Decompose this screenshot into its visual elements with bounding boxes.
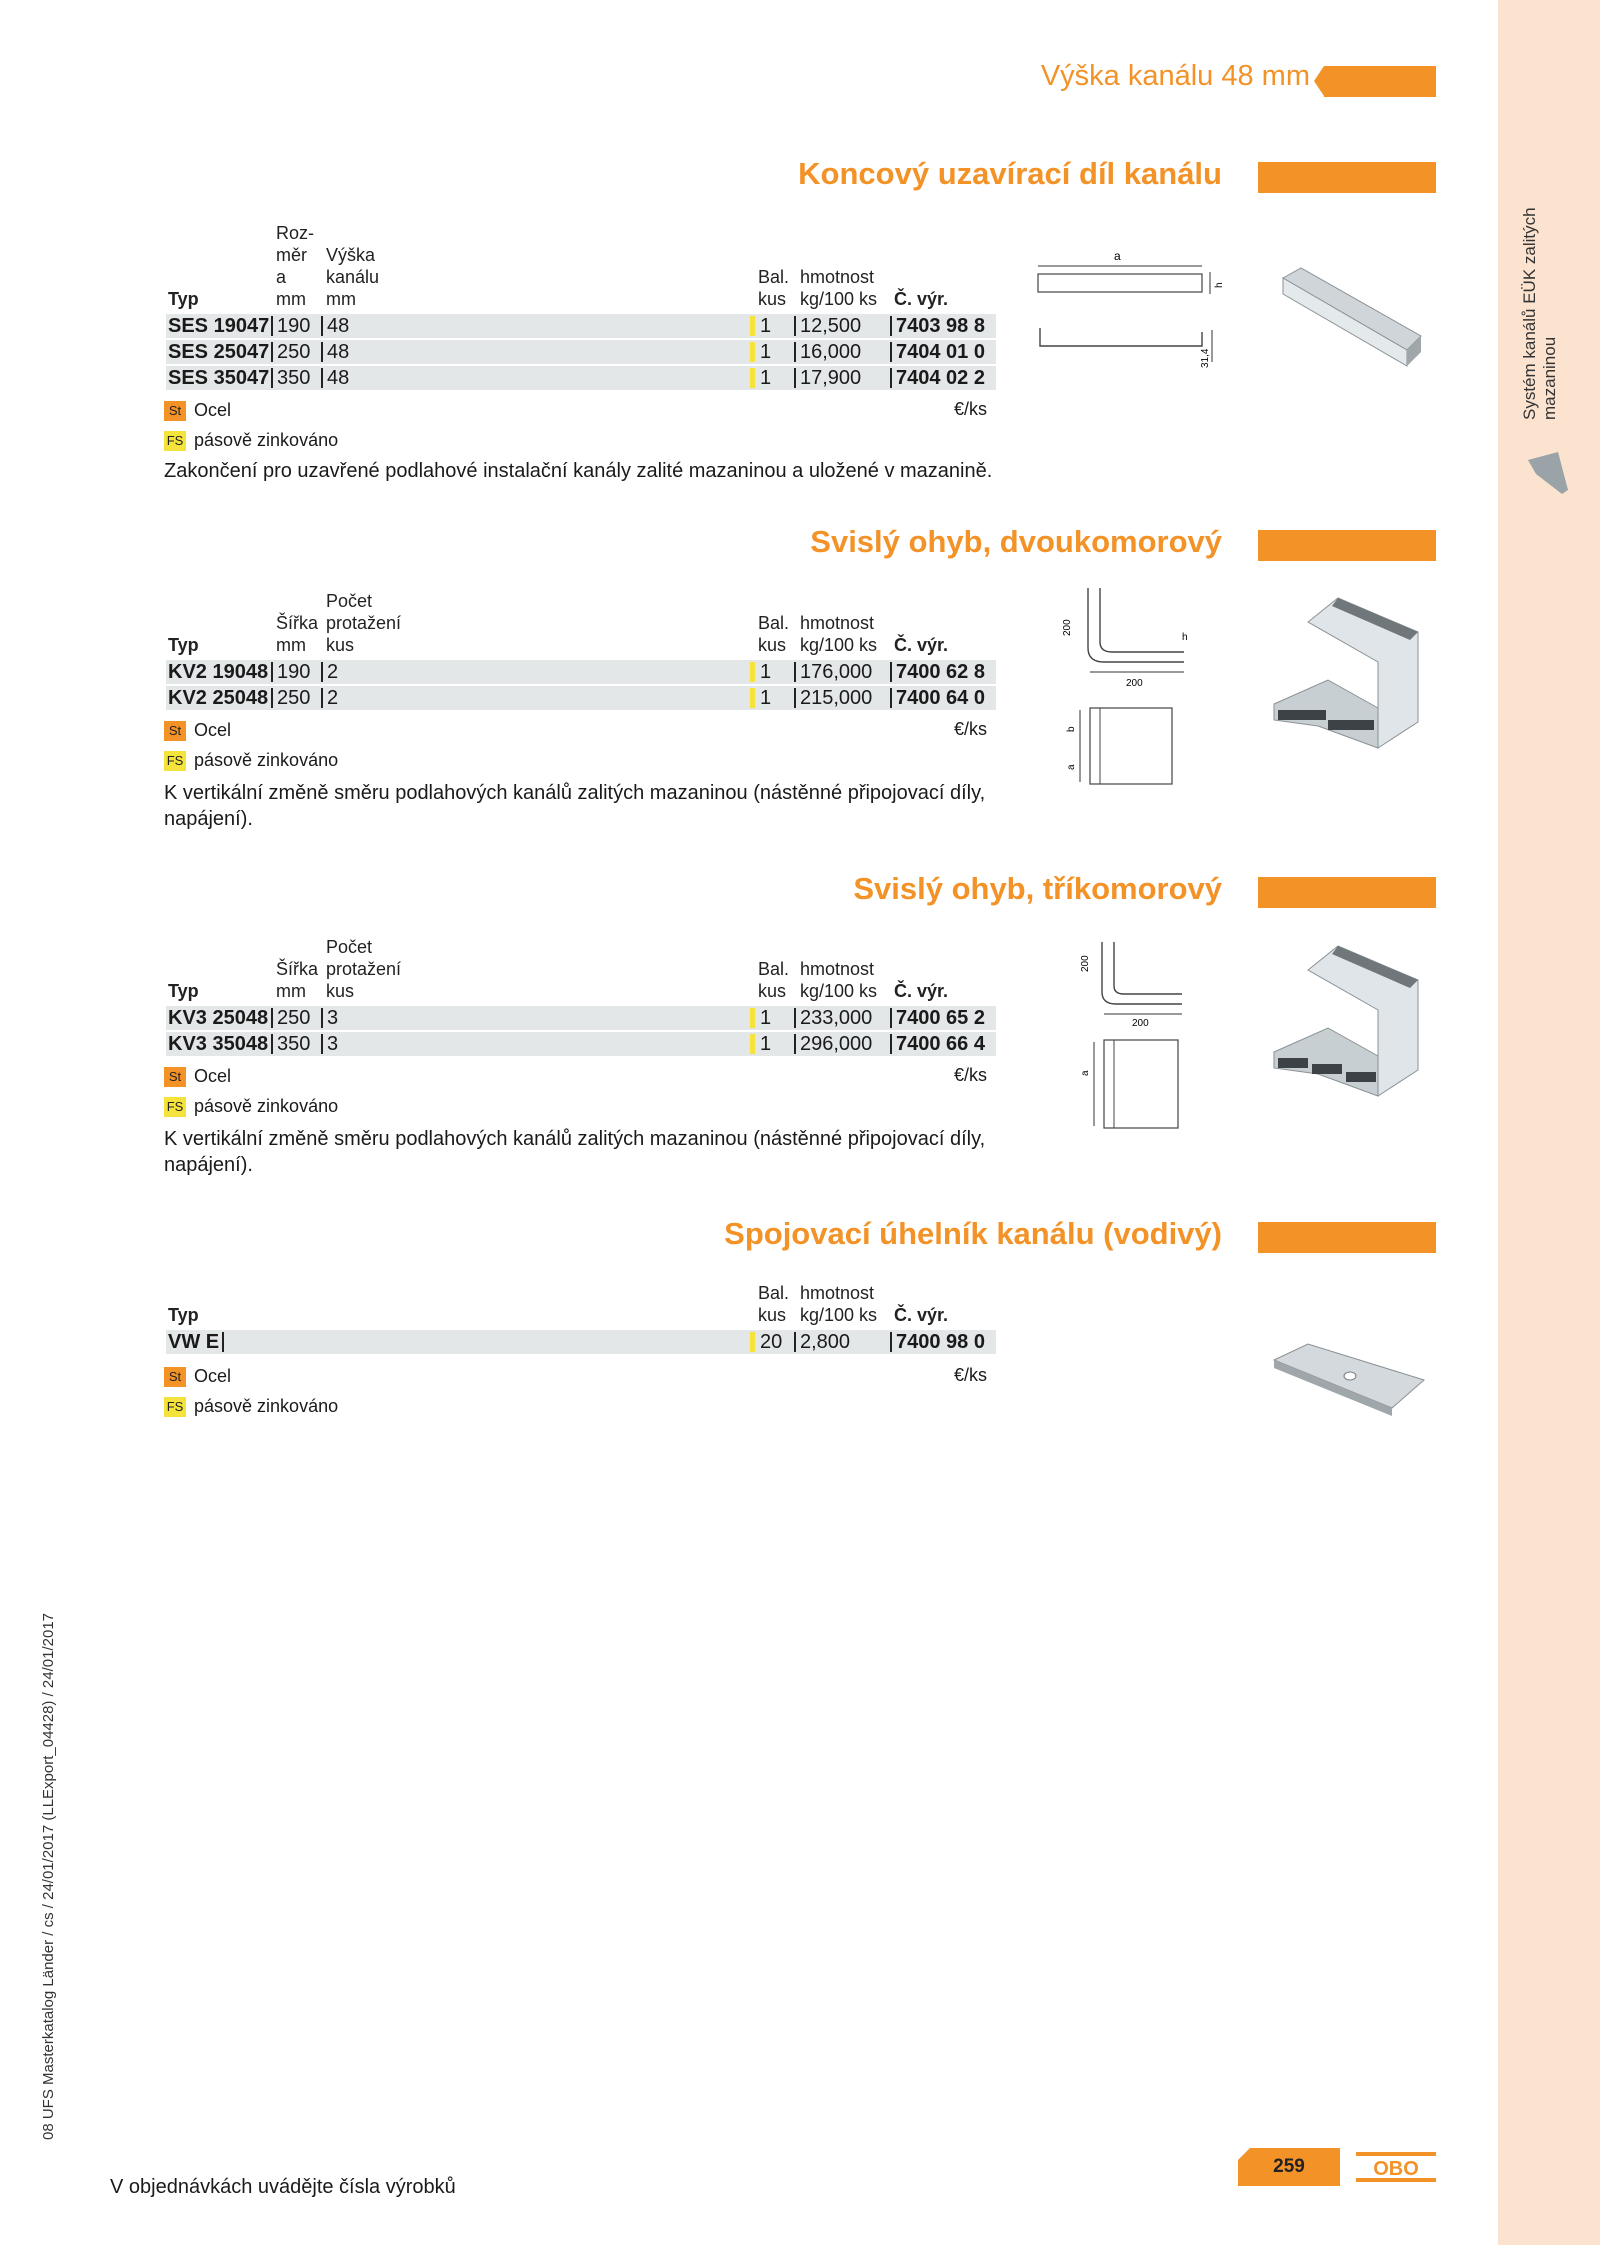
product-photo-bracket	[1268, 1330, 1428, 1420]
section-bar	[1258, 530, 1436, 561]
table-row: KV3 35048 350 3 1 296,000 7400 66 4	[166, 1032, 996, 1056]
table-end-cap	[166, 222, 996, 392]
svg-text:h: h	[1182, 632, 1188, 643]
cell-height: 48	[327, 341, 350, 363]
svg-text:200: 200	[1080, 955, 1091, 972]
page-number: 259	[1238, 2148, 1340, 2186]
cell-article: 7404 01 0	[896, 341, 985, 363]
material-steel: St Ocel	[164, 1064, 231, 1088]
material-steel: St Ocel	[164, 398, 231, 422]
side-label: Systém kanálů EÜK zalitých mazaninou	[1520, 207, 1559, 420]
price-unit: €/ks	[954, 399, 988, 419]
material-finish: FS pásově zinkováno	[164, 1394, 338, 1418]
footer-note: V objednávkách uvádějte čísla výrobků	[110, 2176, 456, 2198]
table-row	[166, 366, 996, 390]
cell-typ: SES 19047	[168, 315, 270, 337]
description: K vertikální změně směru podlahových kanálů zalitých mazaninou (nástěnné připojovací díly, napájení).	[164, 782, 986, 830]
price-unit: €/ks	[954, 719, 988, 739]
section-title-end-cap: Koncový uzavírací díl kanálu	[798, 156, 1222, 191]
table-vertical-bend-3	[166, 936, 996, 1058]
cell-typ: SES 25047	[168, 341, 270, 363]
th-typ: Typ	[168, 289, 199, 309]
cell-typ: SES 35047	[168, 367, 270, 389]
th-count: Počet protažení kus	[326, 937, 402, 1001]
material-steel: St Ocel	[164, 1364, 231, 1388]
product-photo-bend-2	[1268, 592, 1428, 762]
product-photo-end-cap	[1275, 258, 1425, 373]
cell-article: 7404 02 2	[896, 367, 985, 389]
table-row: KV2 25048 250 2 1 215,000 7400 64 0	[166, 686, 996, 710]
side-tab-marker	[1528, 452, 1568, 494]
section-bar	[1258, 1222, 1436, 1253]
th-weight: hmotnost kg/100 ks	[800, 267, 878, 309]
table-row	[166, 340, 996, 364]
description: K vertikální změně směru podlahových kanálů zalitých mazaninou (nástěnné připojovací díly, napájení).	[164, 1128, 986, 1176]
svg-text:b: b	[1066, 726, 1077, 732]
technical-drawing	[1074, 936, 1194, 1136]
cell-size: 250	[277, 341, 311, 363]
th-count: Počet protažení kus	[326, 591, 402, 655]
svg-text:200: 200	[1062, 619, 1073, 636]
table-row: KV3 25048 250 3 1 233,000 7400 65 2	[166, 1006, 996, 1030]
table-row: VW E 20 2,800 7400 98 0	[166, 1330, 996, 1354]
table-vertical-bend-2	[166, 590, 996, 712]
cell-size: 190	[277, 315, 311, 337]
th-weight: hmotnost kg/100 ks	[800, 959, 878, 1001]
cell-pack: 1	[760, 341, 772, 363]
cell-article: 7403 98 8	[896, 315, 985, 337]
th-weight: hmotnost kg/100 ks	[800, 1283, 878, 1325]
table-row	[166, 314, 996, 338]
table-connecting-bracket	[166, 1282, 996, 1356]
header-tab	[1324, 66, 1436, 97]
svg-text:a: a	[1114, 249, 1121, 263]
description: Zakončení pro uzavřené podlahové instalační kanály zalité mazaninou a uložené v mazanině.	[164, 460, 993, 482]
th-height: Výška kanálu mm	[326, 245, 380, 309]
th-width: Šířka mm	[276, 613, 319, 655]
material-finish: FS pásově zinkováno	[164, 1094, 338, 1118]
material-steel: St Ocel	[164, 718, 231, 742]
table-header: Typ Bal. kus hmotnost kg/100 ks Č. výr.	[168, 1283, 949, 1325]
cell-size: 350	[277, 367, 311, 389]
material-finish: FS pásově zinkováno	[164, 748, 338, 772]
svg-text:a: a	[1066, 764, 1077, 770]
th-weight: hmotnost kg/100 ks	[800, 613, 878, 655]
print-info: 08 UFS Masterkatalog Länder / cs / 24/01/2017 (LLExport_04428) / 24/01/2017	[40, 1612, 57, 2140]
cell-weight: 12,500	[800, 315, 862, 337]
obo-logo	[1356, 2152, 1436, 2182]
th-pack: Bal. kus	[758, 267, 790, 309]
svg-text:31,4: 31,4	[1200, 348, 1211, 368]
th-width: Šířka mm	[276, 959, 319, 1001]
cell-pack: 1	[760, 315, 772, 337]
section-title-vertical-bend-3: Svislý ohyb, tříkomorový	[853, 871, 1222, 906]
page-header-title: Výška kanálu 48 mm	[1040, 60, 1310, 92]
th-pack: Bal. kus	[758, 959, 790, 1001]
table-header	[166, 222, 996, 310]
th-article: Č. výr.	[894, 289, 949, 309]
table-header: Typ Šířka mm Počet protažení kus Bal. kus hmotnost kg/100 ks Č. výr.	[168, 591, 949, 655]
section-bar	[1258, 877, 1436, 908]
svg-text:h: h	[1214, 282, 1225, 288]
product-photo-bend-3	[1268, 940, 1428, 1110]
section-title-connecting-bracket: Spojovací úhelník kanálu (vodivý)	[724, 1216, 1222, 1251]
th-pack: Bal. kus	[758, 613, 790, 655]
cell-height: 48	[327, 367, 350, 389]
th-pack: Bal. kus	[758, 1283, 790, 1325]
technical-drawing	[1034, 246, 1226, 376]
cell-pack: 1	[760, 367, 772, 389]
svg-text:OBO: OBO	[1373, 2158, 1419, 2180]
technical-drawing	[1060, 580, 1200, 790]
cell-height: 48	[327, 315, 350, 337]
cell-weight: 17,900	[800, 367, 862, 389]
table-row: KV2 19048 190 2 1 176,000 7400 62 8	[166, 660, 996, 684]
material-finish: FS pásově zinkováno	[164, 428, 338, 452]
svg-text:200: 200	[1132, 1018, 1149, 1029]
section-bar	[1258, 162, 1436, 193]
svg-text:200: 200	[1126, 678, 1143, 689]
cell-weight: 16,000	[800, 341, 862, 363]
table-header: Typ Šířka mm Počet protažení kus Bal. kus hmotnost kg/100 ks Č. výr.	[168, 937, 949, 1001]
svg-text:a: a	[1080, 1070, 1091, 1076]
section-title-vertical-bend-2: Svislý ohyb, dvoukomorový	[810, 524, 1222, 559]
th-size: Roz- měr a mm	[276, 223, 315, 309]
price-unit: €/ks	[954, 1365, 988, 1385]
price-unit: €/ks	[954, 1065, 988, 1085]
